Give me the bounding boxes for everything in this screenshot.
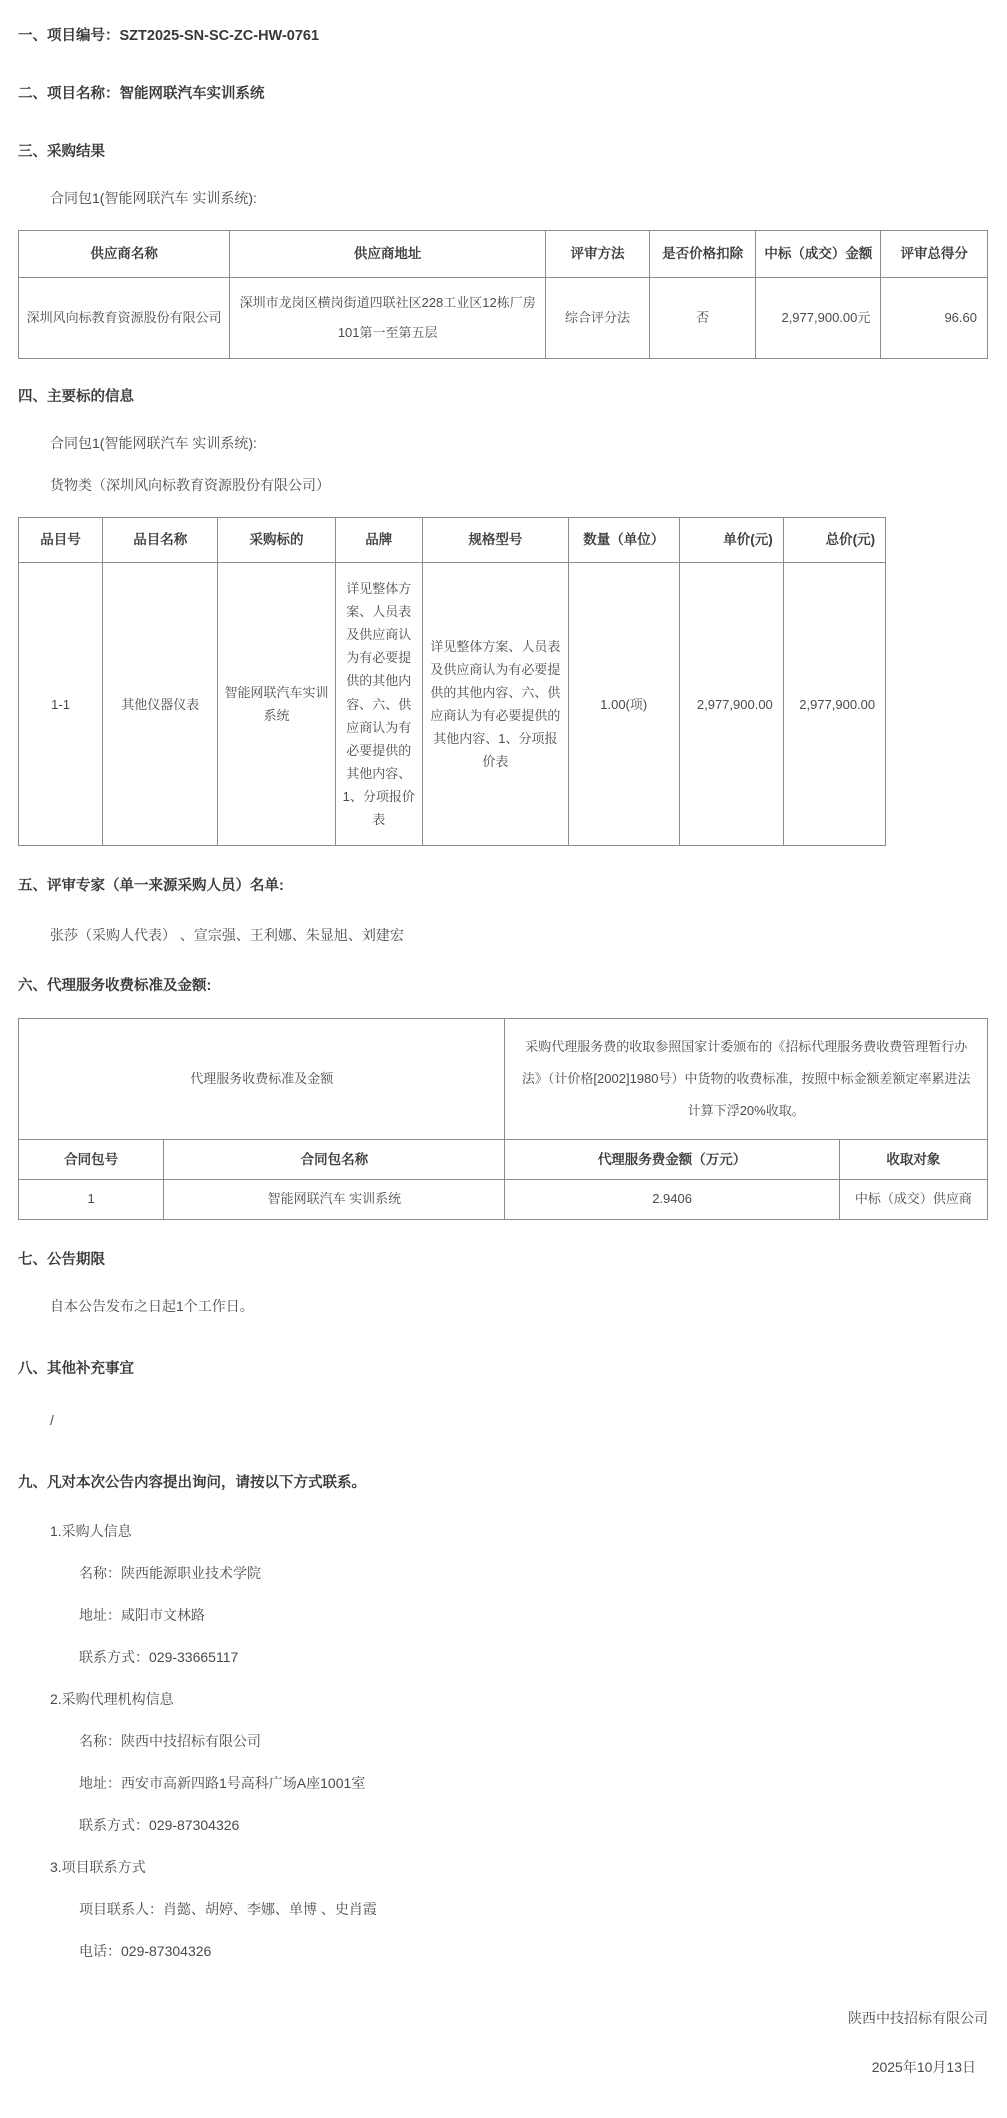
section-4-package-intro: 合同包1(智能网联汽车 实训系统): xyxy=(50,435,257,452)
subject-cell-total-price: 2,977,900.00 xyxy=(783,562,885,845)
purchaser-info-title: 1.采购人信息 xyxy=(50,1523,132,1540)
agency-cell-package-no: 1 xyxy=(19,1180,164,1220)
agency-address: 地址：西安市高新四路1号高科广场A座1001室 xyxy=(79,1775,366,1792)
subject-cell-quantity: 1.00(项) xyxy=(568,562,679,845)
section-2-project-name: 二、项目名称：智能网联汽车实训系统 xyxy=(18,86,265,103)
agency-contact: 联系方式：029-87304326 xyxy=(79,1817,240,1834)
agency-header-fee-amount: 代理服务费金额（万元） xyxy=(505,1139,839,1180)
agency-cell-fee-amount: 2.9406 xyxy=(505,1180,839,1220)
project-contact-persons: 项目联系人：肖懿、胡婷、李娜、单博 、史肖霞 xyxy=(79,1901,377,1918)
subject-cell-spec-model: 详见整体方案、人员表及供应商认为有必要提供的其他内容、六、供应商认为有必要提供的其他内容、1、分项报价表 xyxy=(423,562,569,845)
purchaser-name: 名称：陕西能源职业技术学院 xyxy=(79,1565,261,1582)
subject-header-total-price: 总价(元) xyxy=(783,518,885,563)
result-header-supplier-name: 供应商名称 xyxy=(19,231,230,278)
subject-header-quantity: 数量（单位） xyxy=(568,518,679,563)
agency-header-fee-payer: 收取对象 xyxy=(839,1139,987,1180)
section-4-goods-intro: 货物类（深圳风向标教育资源股份有限公司） xyxy=(50,477,330,494)
agency-fee-merged-row xyxy=(19,1019,988,1140)
purchaser-contact: 联系方式：029-33665117 xyxy=(79,1649,239,1666)
subject-header-procurement-target: 采购标的 xyxy=(218,518,335,563)
result-cell-review-method: 综合评分法 xyxy=(546,278,650,359)
agency-fee-header-row xyxy=(19,1139,988,1180)
agency-fee-standard-label: 代理服务收费标准及金额 xyxy=(19,1019,505,1140)
result-header-review-method: 评审方法 xyxy=(546,231,650,278)
result-cell-price-deduction: 否 xyxy=(649,278,756,359)
result-table-row xyxy=(19,278,988,359)
agency-cell-fee-payer: 中标（成交）供应商 xyxy=(839,1180,987,1220)
subject-cell-item-no: 1-1 xyxy=(19,562,103,845)
agency-cell-package-name: 智能网联汽车 实训系统 xyxy=(164,1180,505,1220)
subject-header-item-no: 品目号 xyxy=(19,518,103,563)
subject-info-table xyxy=(18,517,886,846)
section-8-heading: 八、其他补充事宜 xyxy=(18,1361,134,1378)
agency-fee-table xyxy=(18,1018,988,1220)
footer-date: 2025年10月13日 xyxy=(871,2059,976,2076)
subject-cell-unit-price: 2,977,900.00 xyxy=(679,562,783,845)
section-3-package-intro: 合同包1(智能网联汽车 实训系统): xyxy=(50,190,257,207)
agency-fee-data-row xyxy=(19,1180,988,1220)
subject-header-unit-price: 单价(元) xyxy=(679,518,783,563)
result-cell-total-score: 96.60 xyxy=(881,278,988,359)
result-header-award-amount: 中标（成交）金额 xyxy=(756,231,881,278)
subject-cell-item-name: 其他仪器仪表 xyxy=(103,562,218,845)
subject-header-spec-model: 规格型号 xyxy=(423,518,569,563)
section-3-heading: 三、采购结果 xyxy=(18,144,105,161)
agency-info-title: 2.采购代理机构信息 xyxy=(50,1691,174,1708)
section-9-heading: 九、凡对本次公告内容提出询问，请按以下方式联系。 xyxy=(18,1475,366,1492)
subject-table-row xyxy=(19,562,886,845)
result-cell-supplier-name: 深圳风向标教育资源股份有限公司 xyxy=(19,278,230,359)
agency-fee-standard-text: 采购代理服务费的收取参照国家计委颁布的《招标代理服务费收费管理暂行办法》（计价格[2002]1980号）中货物的收费标准，按照中标金额差额定率累进法计算下浮20%收取。 xyxy=(505,1019,988,1140)
result-table-header-row xyxy=(19,231,988,278)
project-contact-title: 3.项目联系方式 xyxy=(50,1859,146,1876)
subject-cell-brand: 详见整体方案、人员表及供应商认为有必要提供的其他内容、六、供应商认为有必要提供的其他内容、1、分项报价表 xyxy=(335,562,423,845)
section-7-heading: 七、公告期限 xyxy=(18,1252,105,1269)
section-6-heading: 六、代理服务收费标准及金额: xyxy=(18,978,212,995)
agency-header-package-no: 合同包号 xyxy=(19,1139,164,1180)
other-matters-text: / xyxy=(50,1412,54,1429)
expert-names: 张莎（采购人代表） 、宣宗强、王利娜、朱显旭、刘建宏 xyxy=(50,927,404,944)
procurement-result-table xyxy=(18,230,988,359)
result-header-total-score: 评审总得分 xyxy=(881,231,988,278)
agency-name: 名称：陕西中技招标有限公司 xyxy=(79,1733,261,1750)
subject-header-brand: 品牌 xyxy=(335,518,423,563)
purchaser-address: 地址：咸阳市文林路 xyxy=(79,1607,205,1624)
footer-agency-company: 陕西中技招标有限公司 xyxy=(848,2010,988,2027)
subject-header-item-name: 品目名称 xyxy=(103,518,218,563)
result-header-price-deduction: 是否价格扣除 xyxy=(649,231,756,278)
result-cell-supplier-address: 深圳市龙岗区横岗街道四联社区228工业区12栋厂房101第一至第五层 xyxy=(230,278,546,359)
subject-cell-procurement-target: 智能网联汽车实训系统 xyxy=(218,562,335,845)
subject-table-header-row xyxy=(19,518,886,563)
announcement-period-text: 自本公告发布之日起1个工作日。 xyxy=(50,1298,254,1315)
project-contact-phone: 电话：029-87304326 xyxy=(79,1943,212,1960)
section-4-heading: 四、主要标的信息 xyxy=(18,389,134,406)
section-5-heading: 五、评审专家（单一来源采购人员）名单: xyxy=(18,878,284,895)
result-cell-award-amount: 2,977,900.00元 xyxy=(756,278,881,359)
agency-header-package-name: 合同包名称 xyxy=(164,1139,505,1180)
section-1-project-code: 一、项目编号：SZT2025-SN-SC-ZC-HW-0761 xyxy=(18,28,320,44)
result-header-supplier-address: 供应商地址 xyxy=(230,231,546,278)
